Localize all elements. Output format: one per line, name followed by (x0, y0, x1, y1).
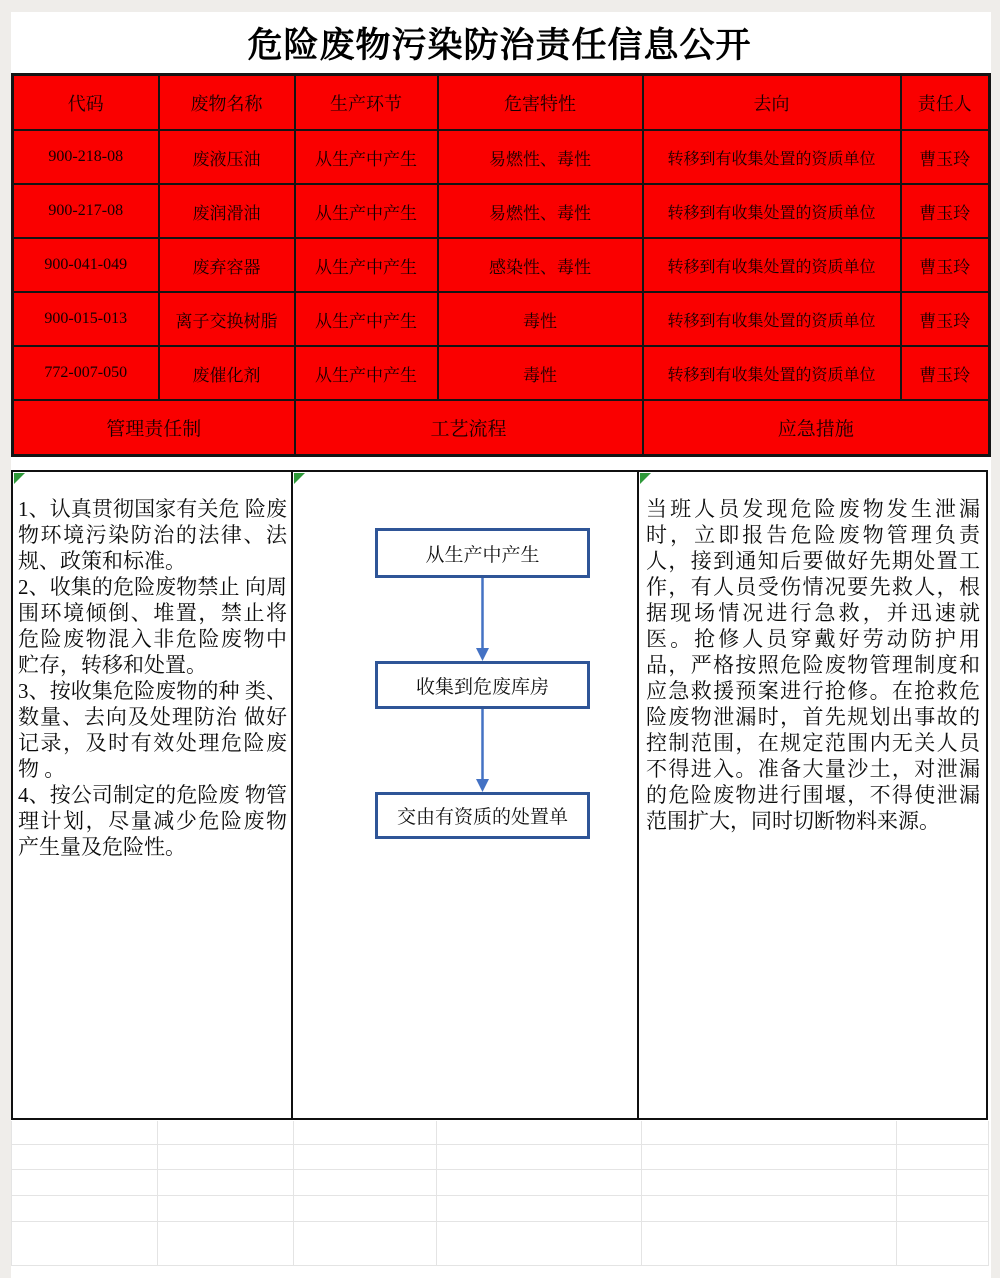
cell-code: 900-218-08 (13, 130, 159, 184)
empty-grid-rows (11, 1121, 989, 1266)
cell-hazard: 感染性、毒性 (438, 238, 643, 292)
empty-cell (158, 1222, 294, 1266)
header-owner: 责任人 (901, 75, 990, 131)
empty-cell (897, 1121, 989, 1145)
empty-cell (294, 1222, 437, 1266)
empty-cell (158, 1121, 294, 1145)
cell-corner-marker-icon (640, 473, 651, 484)
cell-hazard: 毒性 (438, 292, 643, 346)
cell-waste-name: 废润滑油 (159, 184, 295, 238)
section-process-title: 工艺流程 (295, 400, 643, 456)
empty-cell (642, 1196, 897, 1222)
section-emergency-title: 应急措施 (643, 400, 990, 456)
cell-waste-name: 废催化剂 (159, 346, 295, 400)
empty-cell (12, 1196, 158, 1222)
empty-cell (12, 1170, 158, 1196)
flow-step-collect: 收集到危废库房 (375, 661, 590, 709)
content-area (11, 470, 988, 1120)
cell-waste-name: 废液压油 (159, 130, 295, 184)
empty-cell (897, 1145, 989, 1170)
empty-cell (642, 1145, 897, 1170)
table-row (13, 292, 990, 346)
empty-cell (12, 1222, 158, 1266)
cell-hazard: 易燃性、毒性 (438, 130, 643, 184)
empty-cell (642, 1121, 897, 1145)
empty-cell (158, 1196, 294, 1222)
management-item: 4、按公司制定的危险废 物管理计划，尽量减少危险废物产生量及危险性。 (18, 783, 287, 859)
cell-production-stage: 从生产中产生 (295, 184, 438, 238)
empty-cell (897, 1222, 989, 1266)
empty-cell (12, 1121, 158, 1145)
empty-cell (158, 1145, 294, 1170)
empty-cell (437, 1170, 642, 1196)
empty-cell (642, 1170, 897, 1196)
empty-cell (294, 1196, 437, 1222)
table-row (13, 184, 990, 238)
management-item: 2、收集的危险废物禁止 向周围环境倾倒、堆置，禁止将危险废物混入非危险废物中贮存，转移和处置。 (18, 575, 287, 677)
cell-waste-name: 离子交换树脂 (159, 292, 295, 346)
management-item: 3、按收集危险废物的种 类、数量、去向及处理防治 做好记录，及时有效处理危险废物 。 (18, 679, 287, 781)
cell-waste-name: 废弃容器 (159, 238, 295, 292)
cell-corner-marker-icon (14, 473, 25, 484)
cell-owner: 曹玉玲 (901, 346, 990, 400)
process-flow-cell (293, 472, 639, 1118)
table-row (13, 346, 990, 400)
cell-hazard: 毒性 (438, 346, 643, 400)
cell-owner: 曹玉玲 (901, 184, 990, 238)
empty-cell (437, 1121, 642, 1145)
cell-code: 772-007-050 (13, 346, 159, 400)
empty-cell (642, 1222, 897, 1266)
management-item: 1、认真贯彻国家有关危 险废物环境污染防治的法律、法规、政策和标准。 (18, 497, 287, 573)
empty-cell (437, 1196, 642, 1222)
empty-cell (897, 1196, 989, 1222)
cell-destination: 转移到有收集处置的资质单位 (643, 292, 901, 346)
empty-cell (294, 1170, 437, 1196)
section-management-title: 管理责任制 (13, 400, 295, 456)
cell-production-stage: 从生产中产生 (295, 238, 438, 292)
cell-destination: 转移到有收集处置的资质单位 (643, 184, 901, 238)
table-row (13, 130, 990, 184)
empty-cell (294, 1121, 437, 1145)
cell-owner: 曹玉玲 (901, 238, 990, 292)
empty-cell (437, 1145, 642, 1170)
cell-destination: 转移到有收集处置的资质单位 (643, 346, 901, 400)
cell-owner: 曹玉玲 (901, 292, 990, 346)
hazardous-waste-table (11, 73, 991, 457)
empty-cell (12, 1145, 158, 1170)
emergency-text: 当班人员发现危险废物发生泄漏时，立即报告危险废物管理负责人，接到通知后要做好先期处置工作，有人员受伤情况要先救人，根据现场情况进行急救，并迅速就医。抢修人员穿戴好劳动防护用品，严格按照危险废物管理制度和应急救援预案进行抢修。在抢救危险废物泄漏时，首先规划出事故的控制范围，在规定范围内无关人员不得进入。准备大量沙土，对泄漏的危险废物进行围堰，不得使泄漏范围扩大，同时切断物料来源。 (646, 497, 980, 833)
cell-destination: 转移到有收集处置的资质单位 (643, 130, 901, 184)
cell-production-stage: 从生产中产生 (295, 346, 438, 400)
cell-hazard: 易燃性、毒性 (438, 184, 643, 238)
header-hazard: 危害特性 (438, 75, 643, 131)
section-header-row (13, 400, 990, 456)
header-code: 代码 (13, 75, 159, 131)
cell-code: 900-015-013 (13, 292, 159, 346)
management-responsibility-cell (13, 472, 293, 1118)
empty-cell (158, 1170, 294, 1196)
page-title: 危险废物污染防治责任信息公开 (247, 25, 752, 65)
flow-step-produced: 从生产中产生 (375, 528, 590, 578)
table-header-row (13, 75, 990, 131)
cell-owner: 曹玉玲 (901, 130, 990, 184)
emergency-measures-cell (639, 472, 986, 1118)
empty-cell (897, 1170, 989, 1196)
header-production-stage: 生产环节 (295, 75, 438, 131)
cell-production-stage: 从生产中产生 (295, 292, 438, 346)
header-destination: 去向 (643, 75, 901, 131)
header-waste-name: 废物名称 (159, 75, 295, 131)
table-row (13, 238, 990, 292)
flow-step-dispose: 交由有资质的处置单 (375, 792, 590, 839)
cell-production-stage: 从生产中产生 (295, 130, 438, 184)
empty-cell (437, 1222, 642, 1266)
empty-cell (294, 1145, 437, 1170)
cell-code: 900-217-08 (13, 184, 159, 238)
cell-code: 900-041-049 (13, 238, 159, 292)
cell-destination: 转移到有收集处置的资质单位 (643, 238, 901, 292)
